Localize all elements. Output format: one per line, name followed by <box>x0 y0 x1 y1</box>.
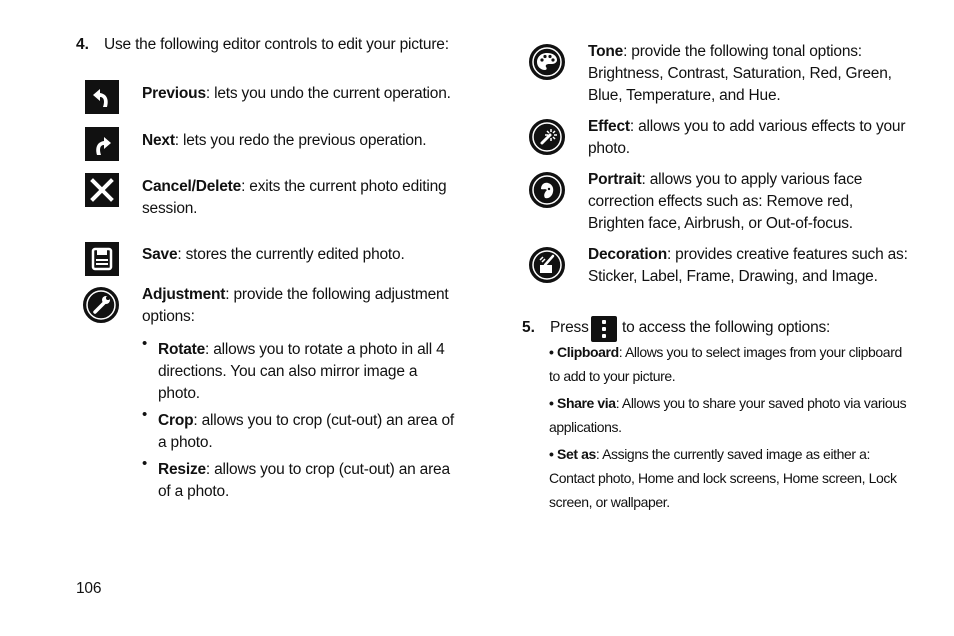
portrait-item <box>588 169 908 235</box>
rotate-title: Rotate <box>158 341 206 358</box>
save-desc: : stores the currently edited photo. <box>177 246 405 263</box>
effect-item <box>588 116 908 160</box>
decoration-title: Decoration <box>588 246 667 263</box>
portrait-desc: : allows you to apply various face correction effects such as: Remove red, Brighten face, Airbrush, or Out-of-focus. <box>588 171 863 232</box>
crop-desc: : allows you to crop (cut-out) an area of a photo. <box>158 412 454 451</box>
step-4-intro: Use the following editor controls to edit your picture: <box>104 36 449 53</box>
effect-title: Effect <box>588 118 630 135</box>
close-icon <box>85 173 119 207</box>
next-item <box>142 130 462 152</box>
cancel-delete-item <box>142 176 452 220</box>
magic-wand-icon <box>529 119 565 155</box>
adjustment-title: Adjustment <box>142 286 226 303</box>
set-as-desc: : Assigns the currently saved image as either a: Contact photo, Home and lock screens, Home screen, Lock screen, or wallpaper. <box>549 446 897 510</box>
clipboard-bullet: • <box>549 344 554 360</box>
step-5-number: 5. <box>522 319 535 336</box>
resize-desc: : allows you to crop (cut-out) an area of a photo. <box>158 461 450 500</box>
previous-desc: : lets you undo the current operation. <box>205 85 451 102</box>
rotate-item <box>158 339 458 405</box>
clipboard-desc: : Allows you to select images from your clipboard to add to your picture. <box>549 344 902 384</box>
resize-title: Resize <box>158 461 206 478</box>
adjustment-item <box>142 284 452 328</box>
portrait-title: Portrait <box>588 171 642 188</box>
more-options-icon <box>591 316 617 342</box>
save-title: Save <box>142 246 178 263</box>
palette-icon <box>529 44 565 80</box>
clipboard-title: Clipboard <box>557 344 619 360</box>
face-icon <box>529 172 565 208</box>
step-4-number: 4. <box>76 36 89 53</box>
set-as-bullet: • <box>549 446 554 462</box>
resize-bullet: • <box>142 455 148 472</box>
adjustment-desc: : provide the following adjustment options: <box>142 286 449 325</box>
undo-icon <box>85 80 119 114</box>
brush-icon <box>529 247 565 283</box>
tone-title: Tone <box>588 43 624 60</box>
tone-desc: : provide the following tonal options: Brightness, Contrast, Saturation, Red, Green, Blue, Temperature, and Hue. <box>588 43 892 104</box>
share-via-desc: : Allows you to share your saved photo via various applications. <box>549 395 907 435</box>
crop-item <box>158 410 458 454</box>
tone-item <box>588 41 908 107</box>
redo-icon <box>85 127 119 161</box>
page-number: 106 <box>76 580 102 597</box>
cancel-delete-title: Cancel/Delete <box>142 178 242 195</box>
share-via-option <box>549 391 909 439</box>
rotate-desc: : allows you to rotate a photo in all 4 directions. You can also mirror image a photo. <box>158 341 445 402</box>
next-desc: : lets you redo the previous operation. <box>174 132 427 149</box>
previous-title: Previous <box>142 85 206 102</box>
save-item <box>142 244 462 266</box>
next-title: Next <box>142 132 175 149</box>
save-icon <box>85 242 119 276</box>
decoration-desc: : provides creative features such as: Sticker, Label, Frame, Drawing, and Image. <box>588 246 908 285</box>
set-as-title: Set as <box>557 446 596 462</box>
share-via-title: Share via <box>557 395 616 411</box>
cancel-delete-desc: : exits the current photo editing session. <box>142 178 447 217</box>
step-5-press: Press <box>550 319 589 336</box>
previous-item <box>142 83 462 105</box>
effect-desc: : allows you to add various effects to your photo. <box>588 118 906 157</box>
rotate-bullet: • <box>142 335 148 352</box>
share-via-bullet: • <box>549 395 554 411</box>
resize-item <box>158 459 458 503</box>
crop-title: Crop <box>158 412 194 429</box>
crop-bullet: • <box>142 406 148 423</box>
clipboard-option <box>549 340 909 388</box>
set-as-option <box>549 442 909 514</box>
step-5-rest: to access the following options: <box>622 319 831 336</box>
decoration-item <box>588 244 908 288</box>
wrench-icon <box>83 287 119 323</box>
